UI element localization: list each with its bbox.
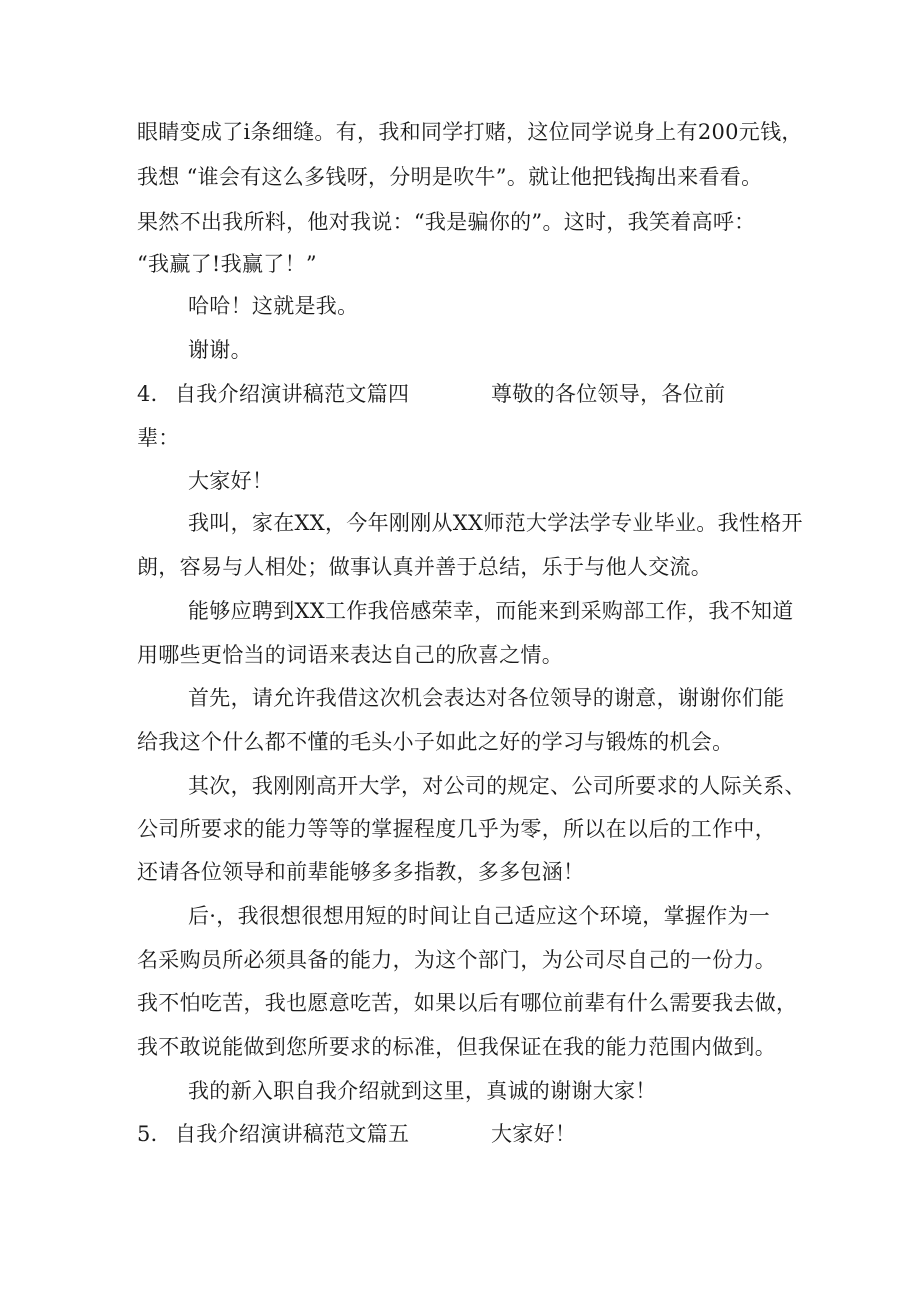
paragraph-line: 其次，我刚刚高开大学，对公司的规定、公司所要求的人际关系、 bbox=[188, 774, 806, 798]
paragraph-line: 还请各位领导和前辈能够多多指教，多多包涵！ bbox=[137, 860, 585, 884]
paragraph-line: 哈哈！这就是我。 bbox=[188, 294, 359, 318]
paragraph-line: 大家好！ bbox=[188, 469, 274, 493]
section-greeting: 大家好！ bbox=[491, 1122, 577, 1146]
paragraph-line: 我不怕吃苦，我也愿意吃苦，如果以后有哪位前辈有什么需要我去做， bbox=[137, 991, 798, 1015]
paragraph-line: 能够应聘到XX工作我倍感荣幸，而能来到采购部工作，我不知道 bbox=[188, 599, 794, 623]
paragraph-line: 给我这个什么都不懂的毛头小子如此之好的学习与锻炼的机会。 bbox=[137, 730, 734, 754]
paragraph-line: 首先，请允许我借这次机会表达对各位领导的谢意，谢谢你们能 bbox=[188, 686, 785, 710]
section-greeting: 尊敬的各位领导，各位前 bbox=[491, 382, 726, 406]
paragraph-line: 谢谢。 bbox=[188, 338, 252, 362]
section-number: 5． bbox=[137, 1122, 172, 1146]
paragraph-line: 我想 “谁会有这么多钱呀，分明是吹牛”。就让他把钱掏出来看看。 bbox=[137, 165, 763, 189]
paragraph-line: 朗，容易与人相处；做事认真并善于总结，乐于与他人交流。 bbox=[137, 555, 713, 579]
paragraph-line: 后·，我很想很想用短的时间让自己适应这个环境，掌握作为一 bbox=[188, 904, 771, 928]
section-heading-4 bbox=[137, 380, 725, 408]
section-heading-5 bbox=[137, 1120, 576, 1148]
paragraph-line: 眼睛变成了i条细缝。有，我和同学打赌，这位同学说身上有200元钱， bbox=[137, 120, 803, 144]
paragraph-line: 我的新入职自我介绍就到这里，真诚的谢谢大家！ bbox=[188, 1079, 657, 1103]
paragraph-line: 公司所要求的能力等等的掌握程度几乎为零，所以在以后的工作中， bbox=[137, 817, 776, 841]
paragraph-line: 名采购员所必须具备的能力，为这个部门，为公司尽自己的一份力。 bbox=[137, 948, 776, 972]
paragraph-line: “我赢了!我赢了！” bbox=[137, 252, 317, 276]
section-number: 4． bbox=[137, 382, 172, 406]
paragraph-line: 用哪些更恰当的词语来表达自己的欣喜之情。 bbox=[137, 643, 563, 667]
section-title: 自我介绍演讲稿范文篇四 bbox=[175, 382, 410, 406]
paragraph-line: 果然不出我所料，他对我说：“我是骗你的”。这时，我笑着高呼： bbox=[137, 210, 756, 234]
section-title: 自我介绍演讲稿范文篇五 bbox=[175, 1122, 410, 1146]
paragraph-line: 我不敢说能做到您所要求的标准，但我保证在我的能力范围内做到。 bbox=[137, 1035, 776, 1059]
paragraph-line: 我叫，家在XX，今年刚刚从XX师范大学法学专业毕业。我性格开 bbox=[188, 511, 803, 535]
section-greeting-continuation: 辈： bbox=[137, 426, 180, 450]
